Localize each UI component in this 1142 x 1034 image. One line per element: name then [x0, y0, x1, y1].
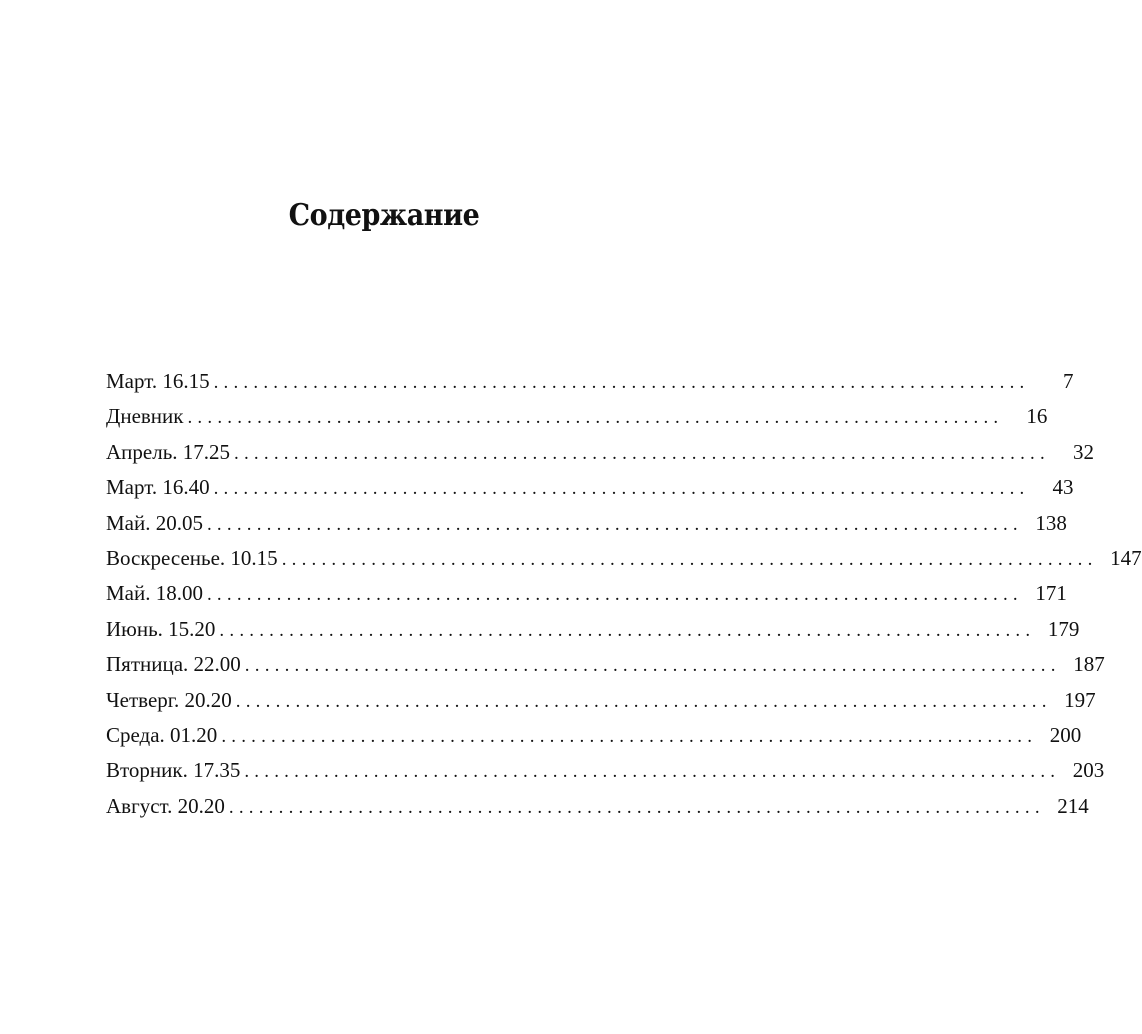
toc-entry[interactable] [106, 683, 1096, 718]
toc-dot-leader: .................................................................................. [281, 548, 1098, 570]
toc-entry-title: Четверг. 20.20 [106, 687, 232, 712]
toc-entry[interactable] [106, 470, 1074, 505]
toc-entry[interactable] [106, 399, 1048, 434]
toc-entry[interactable] [106, 576, 1067, 611]
toc-page-number: 16 [1026, 404, 1048, 429]
toc-entry[interactable] [106, 506, 1067, 541]
toc-page-number: 147 [1110, 545, 1142, 570]
toc-page-number: 32 [1072, 439, 1094, 464]
toc-entry-title: Март. 16.15 [106, 369, 210, 393]
toc-page-number: 138 [1035, 510, 1067, 535]
toc-entry-title: Апрель. 17.25 [106, 439, 231, 464]
toc-entry-title: Пятница. 22.00 [106, 652, 241, 677]
toc-entry[interactable] [106, 612, 1080, 647]
toc-entry-title: Среда. 01.20 [106, 722, 218, 747]
toc-entry-title: Июнь. 15.20 [106, 616, 216, 641]
toc-dot-leader: .................................................................................. [219, 619, 1036, 641]
toc-page-number: 203 [1072, 758, 1105, 783]
toc-dot-leader: .................................................................................. [206, 584, 1023, 606]
toc-dot-leader: .................................................................................. [235, 690, 1052, 712]
toc-entry[interactable] [106, 718, 1082, 753]
toc-entry[interactable] [106, 647, 1105, 682]
toc-dot-leader: .................................................................................. [244, 655, 1061, 677]
toc-dot-leader: .................................................................................. [213, 478, 1030, 500]
toc-dot-leader: .................................................................................. [187, 407, 1004, 429]
toc-page-number: 7 [1062, 369, 1074, 393]
toc-entry-title: Март. 16.40 [106, 475, 210, 500]
page-title: Содержание [288, 198, 480, 234]
toc-page-number: 43 [1052, 475, 1074, 500]
toc-dot-leader: .................................................................................. [206, 513, 1023, 535]
toc-page-number: 179 [1047, 616, 1080, 641]
toc-entry-title: Май. 18.00 [106, 581, 203, 606]
toc-dot-leader: .................................................................................. [244, 761, 1061, 783]
toc-dot-leader: .................................................................................. [228, 796, 1045, 818]
table-of-contents [106, 364, 1142, 824]
toc-entry[interactable] [106, 541, 1142, 576]
toc-page-number: 187 [1073, 652, 1105, 677]
toc-entry-title: Август. 20.20 [106, 793, 225, 818]
toc-entry[interactable] [106, 789, 1089, 824]
toc-entry-title: Воскресенье. 10.15 [106, 545, 278, 570]
toc-dot-leader: .................................................................................. [221, 725, 1038, 747]
toc-entry[interactable] [106, 435, 1094, 470]
toc-dot-leader: .................................................................................. [213, 372, 1030, 393]
toc-entry-title: Дневник [106, 404, 184, 429]
toc-page-number: 214 [1057, 793, 1089, 818]
toc-page-number: 197 [1064, 687, 1096, 712]
toc-entry-title: Май. 20.05 [106, 510, 203, 535]
toc-dot-leader: .................................................................................. [234, 442, 1050, 464]
toc-page-number: 200 [1049, 722, 1082, 747]
toc-page-number: 171 [1035, 581, 1067, 606]
toc-entry[interactable] [106, 753, 1105, 788]
toc-entry-title: Вторник. 17.35 [106, 758, 241, 783]
toc-entry[interactable] [106, 364, 1074, 399]
